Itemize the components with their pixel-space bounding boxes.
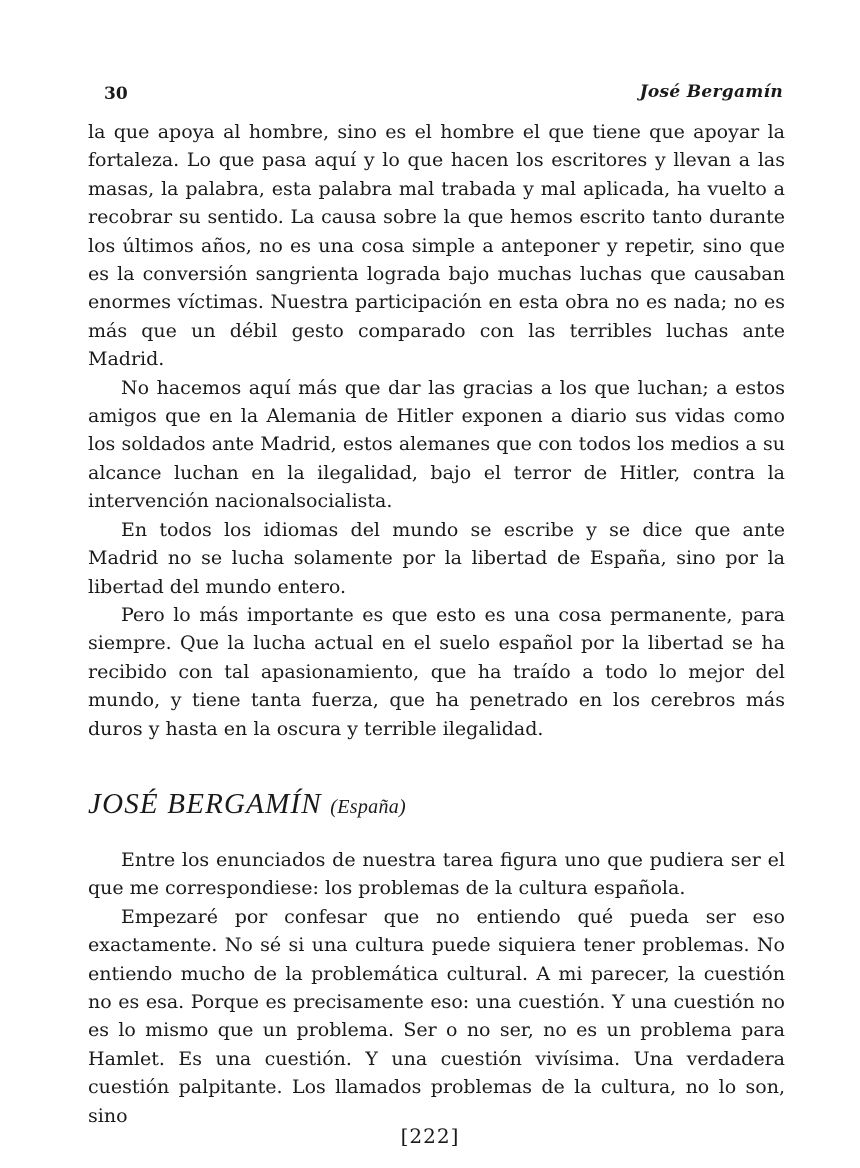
section-country: (España) [330, 796, 407, 818]
footer-page-number: [222] [400, 1124, 460, 1148]
paragraph: Empezaré por confesar que no entiendo qué pueda ser eso exactamente. No sé si una cultura puede siquiera tener problemas. No entiendo mucho de la problemática cultural. A mi parecer, la cuestión no es esa. Porque es precisamente eso: una cuestión. Y una cuestión no es lo mismo que un problema. Ser o no ser, no es un problema para Hamlet. Es una cuestión. Y una cuestión vivísima. Una verdadera cuestión palpitante. Los llamados problemas de la cultura, no lo son, sino [88, 905, 785, 1127]
page-number: 30 [104, 84, 128, 104]
paragraph: Pero lo más importante es que esto es una cosa permanente, para siempre. Que la lucha actual en el suelo español por la libertad se ha recibido con tal apasionamiento, que ha traído a todo lo mejor del mundo, y tiene tanta fuerza, que ha penetrado en los cerebros más duros y hasta en la oscura y terrible ilegalidad. [88, 603, 785, 740]
running-header [92, 80, 783, 110]
section-heading [88, 788, 785, 821]
text-block-top [88, 118, 785, 743]
section-author-title: JOSÉ BERGAMÍN [88, 788, 322, 820]
paragraph: En todos los idiomas del mundo se escribe y se dice que ante Madrid no se lucha solamente por la libertad de España, sino por la libertad del mundo entero. [88, 518, 785, 598]
paragraph: No hacemos aquí más que dar las gracias a los que luchan; a estos amigos que en la Alemania de Hitler exponen a diario sus vidas como los soldados ante Madrid, estos alemanes que con todos los medios a su alcance luchan en la ilegalidad, bajo el terror de Hitler, contra la intervención nacionalsocialista. [88, 376, 785, 513]
paragraph: Entre los enunciados de nuestra tarea figura uno que pudiera ser el que me correspondiese: los problemas de la cultura española. [88, 849, 785, 900]
running-author-name: José Bergamín [639, 82, 783, 102]
paragraph: la que apoya al hombre, sino es el hombre el que tiene que apoyar la fortaleza. Lo que pasa aquí y lo que hacen los escritores y llevan a las masas, la palabra, esta palabra mal trabada y mal aplicada, ha vuelto a recobrar su sentido. La causa sobre la que hemos escrito tanto durante los últimos años, no es una cosa simple a anteponer y repetir, sino que es la conversión sangrienta lograda bajo muchas luchas que causaban enormes víctimas. Nuestra participación en esta obra no es nada; no es más que un débil gesto comparado con las terribles luchas ante Madrid. [88, 121, 785, 371]
text-block-bottom [88, 846, 785, 1130]
